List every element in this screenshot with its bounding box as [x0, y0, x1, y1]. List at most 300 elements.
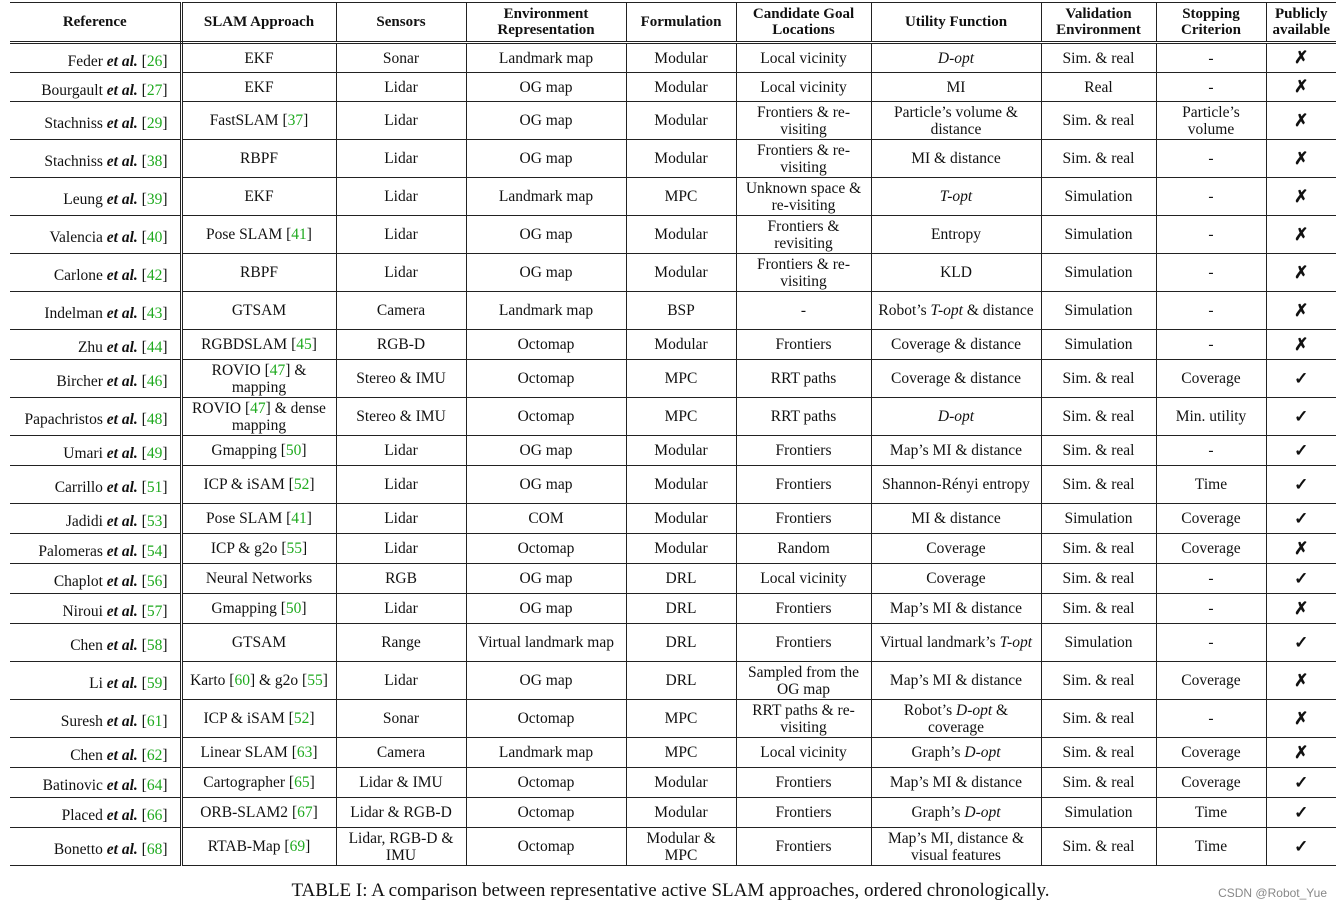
publicly-available-cell [1266, 594, 1336, 624]
table-row [10, 798, 1336, 828]
comparison-table [10, 2, 1336, 866]
utility-function-cell [871, 216, 1041, 254]
sensors-cell [336, 43, 466, 73]
validation-text: Simulation [1064, 226, 1133, 243]
formulation-cell-text: Modular [654, 476, 708, 493]
header-sensors: Sensors [336, 3, 466, 43]
utility-function-cell [871, 254, 1041, 292]
utility-text: Coverage & distance [891, 370, 1021, 387]
cross-icon: ✗ [1294, 670, 1309, 690]
et-al: et al. [106, 807, 138, 824]
sensors-cell-text: Lidar [384, 226, 418, 243]
cross-icon: ✗ [1294, 224, 1309, 244]
candidate-goal-cell-text: Frontiers [775, 600, 832, 617]
validation-cell [1041, 73, 1156, 102]
reference-cell: Indelman et al. [43] [10, 292, 181, 330]
formulation-cell [626, 140, 736, 178]
author-name: Li [89, 675, 103, 692]
publicly-available-cell [1266, 798, 1336, 828]
stopping-criterion-cell [1156, 466, 1266, 504]
stopping-criterion-cell [1156, 102, 1266, 140]
citation-number: 50 [285, 442, 302, 459]
formulation-cell [626, 102, 736, 140]
author-name: Bourgault [41, 81, 103, 99]
citation-number: 47 [269, 361, 286, 379]
publicly-available-cell [1266, 43, 1336, 73]
author-name: Placed [61, 807, 103, 824]
table-row [10, 216, 1336, 254]
slam-approach-cell [181, 564, 336, 594]
sensors-cell-text: Stereo & IMU [356, 408, 446, 425]
check-icon: ✓ [1294, 474, 1309, 494]
citation-number: 40 [146, 229, 163, 246]
utility-function-cell [871, 436, 1041, 466]
slam-approach-cell: Pose SLAM [41] [181, 504, 336, 534]
formulation-cell-text: Modular [654, 112, 708, 129]
citation-number: 65 [294, 774, 310, 791]
formulation-cell-text: Modular [654, 540, 708, 557]
environment-cell [466, 178, 626, 216]
environment-cell [466, 43, 626, 73]
et-al: et al. [106, 153, 138, 170]
sensors-cell-text: Sonar [382, 710, 420, 727]
stopping-text: Coverage [1181, 774, 1241, 791]
table-row [10, 254, 1336, 292]
sensors-cell-text: Lidar [384, 600, 418, 617]
et-al: et al. [106, 603, 138, 620]
citation-number: 61 [146, 713, 163, 730]
et-al: et al. [106, 445, 138, 462]
formulation-cell [626, 504, 736, 534]
environment-cell [466, 254, 626, 292]
utility-function-cell: Graph’s D-opt [871, 738, 1041, 768]
validation-cell [1041, 700, 1156, 738]
candidate-goal-cell-text: RRT paths [770, 370, 837, 387]
slam-name: GTSAM [231, 634, 287, 651]
optimality-criterion: D-opt [937, 49, 975, 67]
sensors-cell [336, 254, 466, 292]
citation-number: 59 [146, 675, 163, 692]
optimality-criterion: D-opt [937, 408, 975, 425]
stopping-text: Min. utility [1175, 408, 1247, 425]
environment-cell [466, 102, 626, 140]
slam-approach-cell [181, 140, 336, 178]
reference-cell: Carlone et al. [42] [10, 254, 181, 292]
candidate-goal-cell-text: Frontiers & re-visiting [757, 255, 850, 290]
citation-number: 49 [146, 445, 163, 462]
publicly-available-cell [1266, 662, 1336, 700]
formulation-cell-text: DRL [665, 570, 697, 587]
candidate-goal-cell-text: Local vicinity [760, 570, 847, 587]
author-name: Zhu [77, 339, 103, 356]
utility-function-cell [871, 828, 1041, 866]
utility-text: Coverage [926, 570, 986, 587]
environment-cell-text: Octomap [517, 710, 575, 727]
candidate-goal-cell-text: Unknown space & re-visiting [745, 179, 862, 214]
et-al: et al. [106, 373, 138, 390]
slam-name: ROVIO [192, 399, 242, 417]
author-name: Umari [63, 445, 103, 462]
stopping-criterion-cell [1156, 73, 1266, 102]
formulation-cell-text: Modular [654, 510, 708, 527]
validation-text: Sim. & real [1062, 774, 1135, 791]
et-al: et al. [106, 841, 138, 858]
stopping-text: Coverage [1181, 540, 1241, 557]
candidate-goal-cell-text: Frontiers [775, 476, 832, 493]
environment-cell [466, 828, 626, 866]
formulation-cell [626, 216, 736, 254]
environment-cell-text: OG map [519, 226, 573, 243]
stopping-text: - [1208, 188, 1214, 205]
citation-number: 54 [146, 543, 163, 560]
candidate-goal-cell [736, 216, 871, 254]
slam-name: Cartographer [203, 774, 286, 791]
validation-text: Sim. & real [1062, 600, 1135, 617]
table-row [10, 43, 1336, 73]
table-row [10, 292, 1336, 330]
validation-text: Sim. & real [1062, 672, 1135, 689]
header-environment-representation: Environment Representation [466, 3, 626, 43]
candidate-goal-cell-text: Frontiers [775, 838, 832, 855]
utility-text: Coverage [926, 540, 986, 557]
formulation-cell-text: BSP [667, 302, 695, 319]
formulation-cell-text: DRL [665, 634, 697, 651]
reference-cell: Leung et al. [39] [10, 178, 181, 216]
author-name: Suresh [60, 713, 103, 730]
citation-number: 50 [285, 600, 302, 617]
stopping-text: - [1208, 442, 1214, 459]
sensors-cell [336, 436, 466, 466]
validation-text: Sim. & real [1062, 442, 1135, 459]
et-al: et al. [106, 675, 138, 692]
slam-name: EKF [244, 78, 274, 96]
stopping-criterion-cell [1156, 662, 1266, 700]
utility-text: Map’s MI & distance [889, 600, 1023, 617]
table-row [10, 178, 1336, 216]
author-name: Stachniss [44, 153, 103, 170]
sensors-cell-text: RGB [385, 570, 417, 587]
formulation-cell-text: Modular [654, 804, 708, 821]
utility-text: Entropy [931, 226, 981, 243]
sensors-cell-text: Lidar [384, 510, 418, 527]
stopping-text: - [1208, 264, 1214, 281]
slam-approach-cell: ORB-SLAM2 [67] [181, 798, 336, 828]
validation-cell [1041, 360, 1156, 398]
formulation-cell [626, 534, 736, 564]
utility-function-cell [871, 43, 1041, 73]
author-name: Leung [63, 191, 103, 208]
publicly-available-cell [1266, 102, 1336, 140]
utility-text: Map’s MI & distance [889, 774, 1023, 791]
candidate-goal-cell [736, 43, 871, 73]
publicly-available-cell [1266, 738, 1336, 768]
citation-number: 37 [287, 112, 304, 129]
table-row [10, 140, 1336, 178]
candidate-goal-cell [736, 73, 871, 102]
sensors-cell-text: Lidar & IMU [359, 774, 443, 791]
author-name: Feder [67, 52, 103, 70]
reference-cell: Chen et al. [58] [10, 624, 181, 662]
stopping-criterion-cell [1156, 216, 1266, 254]
sensors-cell-text: Lidar [384, 264, 418, 281]
environment-cell [466, 466, 626, 504]
slam-approach-cell: Gmapping [50] [181, 436, 336, 466]
validation-cell [1041, 738, 1156, 768]
environment-cell [466, 504, 626, 534]
header-validation-environment: Validation Environment [1041, 3, 1156, 43]
utility-function-cell [871, 178, 1041, 216]
publicly-available-cell [1266, 768, 1336, 798]
stopping-text: Coverage [1181, 370, 1241, 387]
et-al: et al. [106, 305, 138, 322]
sensors-cell [336, 140, 466, 178]
candidate-goal-cell-text: Local vicinity [760, 744, 847, 761]
publicly-available-cell [1266, 466, 1336, 504]
formulation-cell-text: Modular & MPC [646, 829, 716, 864]
reference-cell: Niroui et al. [57] [10, 594, 181, 624]
author-name: Chen [70, 637, 103, 654]
formulation-cell-text: Modular [654, 264, 708, 281]
slam-name: FastSLAM [209, 112, 279, 129]
validation-text: Sim. & real [1062, 408, 1135, 425]
slam-extra: & mapping [231, 361, 307, 396]
sensors-cell-text: Lidar [384, 150, 418, 167]
environment-cell-text: Octomap [517, 370, 575, 387]
formulation-cell-text: MPC [664, 188, 698, 205]
optimality-criterion: T-opt [999, 634, 1033, 651]
utility-function-cell [871, 466, 1041, 504]
slam-name: ROVIO [211, 361, 261, 379]
author-name: Valencia [49, 229, 103, 246]
author-name: Chaplot [53, 573, 103, 590]
sensors-cell [336, 216, 466, 254]
header-row [10, 3, 1336, 43]
slam-name: EKF [244, 49, 274, 67]
candidate-goal-cell-text: Frontiers [775, 634, 832, 651]
validation-text: Sim. & real [1062, 150, 1135, 167]
citation-number: 47 [250, 399, 266, 417]
citation-number: 60 [234, 672, 250, 689]
validation-text: Sim. & real [1062, 710, 1135, 727]
optimality-criterion: D-opt [964, 804, 1001, 821]
slam-name: RTAB-Map [207, 838, 281, 855]
publicly-available-cell [1266, 292, 1336, 330]
environment-cell [466, 436, 626, 466]
publicly-available-cell [1266, 216, 1336, 254]
reference-cell: Bonetto et al. [68] [10, 828, 181, 866]
slam-name: RBPF [240, 150, 278, 167]
stopping-text: Coverage [1181, 672, 1241, 689]
optimality-criterion: D-opt [964, 744, 1001, 761]
candidate-goal-cell-text: - [800, 302, 807, 319]
stopping-text: - [1208, 710, 1214, 727]
sensors-cell [336, 504, 466, 534]
environment-cell [466, 798, 626, 828]
formulation-cell-text: Modular [654, 49, 708, 67]
candidate-goal-cell-text: Local vicinity [760, 78, 847, 96]
utility-function-cell: Virtual landmark’s T-opt [871, 624, 1041, 662]
citation-number: 39 [146, 191, 163, 208]
slam-name: Neural Networks [205, 570, 313, 587]
slam-approach-cell: Karto [60] & g2o [55] [181, 662, 336, 700]
slam-approach-cell [181, 178, 336, 216]
validation-text: Simulation [1064, 264, 1133, 281]
optimality-criterion: T-opt [939, 188, 973, 205]
slam-approach-cell: ICP & g2o [55] [181, 534, 336, 564]
cross-icon: ✗ [1294, 708, 1309, 728]
environment-cell-text: OG map [519, 264, 573, 281]
validation-cell [1041, 594, 1156, 624]
sensors-cell-text: Camera [376, 744, 426, 761]
formulation-cell-text: Modular [654, 226, 708, 243]
stopping-text: - [1208, 49, 1214, 67]
reference-cell: Palomeras et al. [54] [10, 534, 181, 564]
utility-function-cell [871, 73, 1041, 102]
table-body [10, 43, 1336, 866]
candidate-goal-cell-text: Frontiers [775, 510, 832, 527]
validation-cell [1041, 216, 1156, 254]
environment-cell-text: Octomap [517, 540, 575, 557]
stopping-criterion-cell [1156, 140, 1266, 178]
validation-cell [1041, 504, 1156, 534]
citation-number: 58 [146, 637, 163, 654]
sensors-cell [336, 700, 466, 738]
environment-cell [466, 594, 626, 624]
table-row [10, 768, 1336, 798]
candidate-goal-cell-text: Frontiers [775, 774, 832, 791]
check-icon: ✓ [1294, 568, 1309, 588]
utility-text: Map’s MI & distance [889, 672, 1023, 689]
formulation-cell-text: MPC [664, 408, 698, 425]
reference-cell: Feder et al. [26] [10, 43, 181, 73]
reference-cell: Valencia et al. [40] [10, 216, 181, 254]
reference-cell: Bircher et al. [46] [10, 360, 181, 398]
formulation-cell [626, 178, 736, 216]
et-al: et al. [106, 191, 138, 208]
cross-icon: ✗ [1294, 186, 1309, 206]
table-row [10, 73, 1336, 102]
validation-cell [1041, 140, 1156, 178]
sensors-cell [336, 738, 466, 768]
reference-cell: Li et al. [59] [10, 662, 181, 700]
candidate-goal-cell [736, 140, 871, 178]
validation-text: Sim. & real [1062, 112, 1135, 129]
stopping-criterion-cell [1156, 360, 1266, 398]
utility-function-cell: Graph’s D-opt [871, 798, 1041, 828]
sensors-cell [336, 466, 466, 504]
validation-text: Sim. & real [1062, 476, 1135, 493]
author-name: Carlone [53, 267, 103, 284]
table-row [10, 504, 1336, 534]
candidate-goal-cell-text: Frontiers & re-visiting [757, 141, 850, 176]
sensors-cell-text: RGB-D [376, 336, 426, 353]
check-icon: ✓ [1294, 440, 1309, 460]
sensors-cell [336, 398, 466, 436]
table-row [10, 738, 1336, 768]
candidate-goal-cell [736, 700, 871, 738]
table-row [10, 700, 1336, 738]
table-row [10, 534, 1336, 564]
formulation-cell [626, 828, 736, 866]
environment-cell-text: Landmark map [498, 49, 594, 67]
candidate-goal-cell [736, 102, 871, 140]
stopping-text: - [1208, 336, 1214, 353]
environment-cell [466, 398, 626, 436]
sensors-cell [336, 292, 466, 330]
stopping-criterion-cell [1156, 398, 1266, 436]
stopping-criterion-cell [1156, 594, 1266, 624]
sensors-cell [336, 594, 466, 624]
stopping-criterion-cell [1156, 178, 1266, 216]
validation-cell [1041, 768, 1156, 798]
et-al: et al. [106, 52, 138, 70]
utility-function-cell [871, 140, 1041, 178]
check-icon: ✓ [1294, 772, 1309, 792]
environment-cell [466, 360, 626, 398]
formulation-cell [626, 254, 736, 292]
reference-cell: Carrillo et al. [51] [10, 466, 181, 504]
slam-name: GTSAM [231, 302, 287, 319]
formulation-cell-text: DRL [665, 672, 697, 689]
stopping-criterion-cell [1156, 292, 1266, 330]
candidate-goal-cell [736, 594, 871, 624]
publicly-available-cell [1266, 828, 1336, 866]
stopping-criterion-cell [1156, 436, 1266, 466]
slam-approach-cell: ICP & iSAM [52] [181, 700, 336, 738]
slam-name: RBPF [240, 264, 278, 281]
candidate-goal-cell-text: Local vicinity [760, 49, 847, 67]
et-al: et al. [106, 229, 138, 246]
stopping-criterion-cell [1156, 738, 1266, 768]
et-al: et al. [106, 81, 138, 99]
check-icon: ✓ [1294, 508, 1309, 528]
environment-cell-text: OG map [519, 150, 573, 167]
sensors-cell [336, 330, 466, 360]
table-row [10, 360, 1336, 398]
validation-text: Sim. & real [1062, 370, 1135, 387]
validation-cell [1041, 624, 1156, 662]
header-candidate-goal-locations: Candidate Goal Locations [736, 3, 871, 43]
candidate-goal-cell [736, 564, 871, 594]
validation-cell [1041, 178, 1156, 216]
stopping-criterion-cell [1156, 504, 1266, 534]
table-row [10, 564, 1336, 594]
validation-cell [1041, 534, 1156, 564]
formulation-cell [626, 398, 736, 436]
formulation-cell-text: Modular [654, 774, 708, 791]
slam-approach-cell [181, 292, 336, 330]
validation-text: Simulation [1064, 188, 1133, 205]
environment-cell-text: Landmark map [498, 744, 594, 761]
formulation-cell-text: Modular [654, 336, 708, 353]
slam-name: ICP & g2o [210, 540, 278, 557]
formulation-cell [626, 292, 736, 330]
environment-cell-text: Landmark map [498, 188, 594, 205]
candidate-goal-cell-text: Frontiers [775, 442, 832, 459]
slam-approach-cell: Pose SLAM [41] [181, 216, 336, 254]
environment-cell-text: Landmark map [498, 302, 594, 319]
stopping-text: - [1208, 302, 1214, 319]
citation-number: 27 [146, 81, 163, 99]
formulation-cell-text: Modular [654, 150, 708, 167]
stopping-text: - [1208, 600, 1214, 617]
stopping-text: Time [1194, 838, 1228, 855]
sensors-cell-text: Lidar [384, 442, 418, 459]
formulation-cell [626, 466, 736, 504]
et-al: et al. [106, 267, 138, 284]
reference-cell: Stachniss et al. [29] [10, 102, 181, 140]
utility-text: MI & distance [911, 150, 1001, 167]
